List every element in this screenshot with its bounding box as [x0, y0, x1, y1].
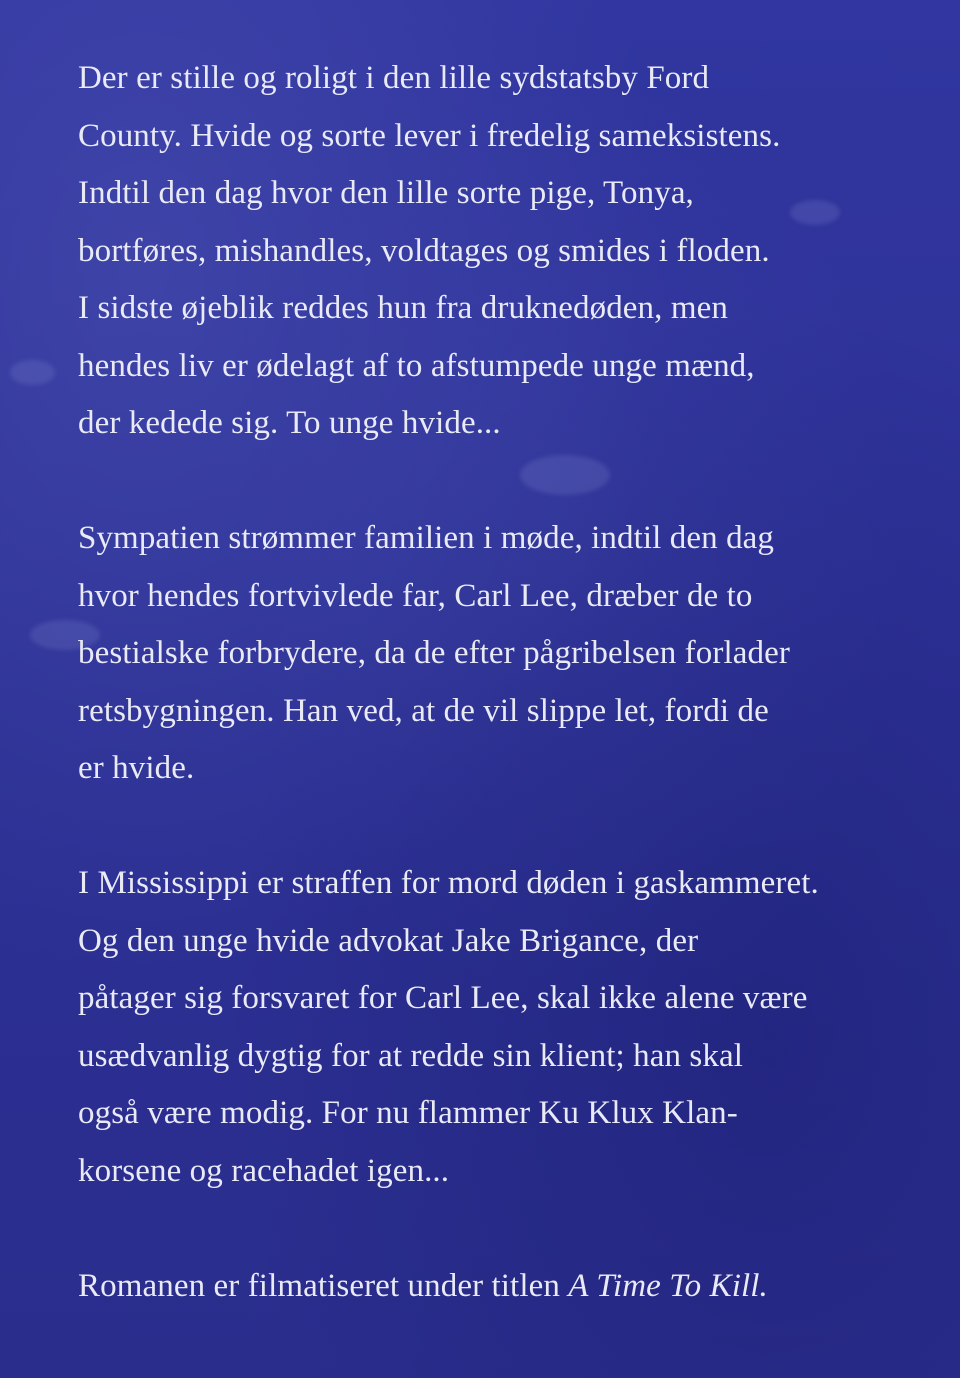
blurb-line: retsbygningen. Han ved, at de vil slippe let, fordi de: [78, 692, 769, 729]
blurb-line: er hvide.: [78, 750, 195, 786]
blurb-paragraph-1: [78, 50, 928, 453]
blurb-line: hendes liv er ødelagt af to afstumpede unge mænd,: [78, 347, 755, 384]
blurb-line: også være modig. For nu flammer Ku Klux Klan-: [78, 1095, 738, 1131]
closing-line: [78, 1258, 928, 1316]
paragraph-spacer: [78, 798, 928, 856]
blurb-line: County. Hvide og sorte lever i fredelig sameksistens.: [78, 117, 781, 154]
blurb-line: Der er stille og roligt i den lille sydstatsby Ford: [78, 60, 710, 96]
blurb-line: bestialske forbrydere, da de efter pågribelsen forlader: [78, 635, 790, 671]
blurb-line: bortføres, mishandles, voldtages og smides i floden.: [78, 232, 770, 269]
paragraph-spacer: [78, 1200, 928, 1258]
blurb-line: Og den unge hvide advokat Jake Brigance, der: [78, 922, 699, 959]
blurb-line: Indtil den dag hvor den lille sorte pige, Tonya,: [78, 175, 694, 211]
blurb-line: påtager sig forsvaret for Carl Lee, skal ikke alene være: [78, 980, 808, 1016]
blurb-paragraph-3: [78, 855, 928, 1200]
paragraph-spacer: [78, 453, 928, 511]
blurb-line: I sidste øjeblik reddes hun fra druknedøden, men: [78, 290, 728, 326]
cover-wear-mark: [10, 360, 55, 385]
blurb-line: der kedede sig. To unge hvide...: [78, 405, 501, 441]
closing-paragraph: [78, 1258, 928, 1316]
blurb-line: I Mississippi er straffen for mord døden i gaskammeret.: [78, 865, 819, 901]
blurb-line: usædvanlig dygtig for at redde sin klient; han skal: [78, 1037, 743, 1074]
blurb-line: korsene og racehadet igen...: [78, 1152, 450, 1189]
film-title: A Time To Kill.: [568, 1267, 768, 1304]
closing-prefix: Romanen er filmatiseret under titlen: [78, 1267, 569, 1304]
blurb-line: hvor hendes fortvivlede far, Carl Lee, dræber de to: [78, 577, 753, 614]
blurb-line: Sympatien strømmer familien i møde, indtil den dag: [78, 520, 775, 556]
blurb-text: [78, 50, 928, 1315]
blurb-paragraph-2: [78, 510, 928, 798]
